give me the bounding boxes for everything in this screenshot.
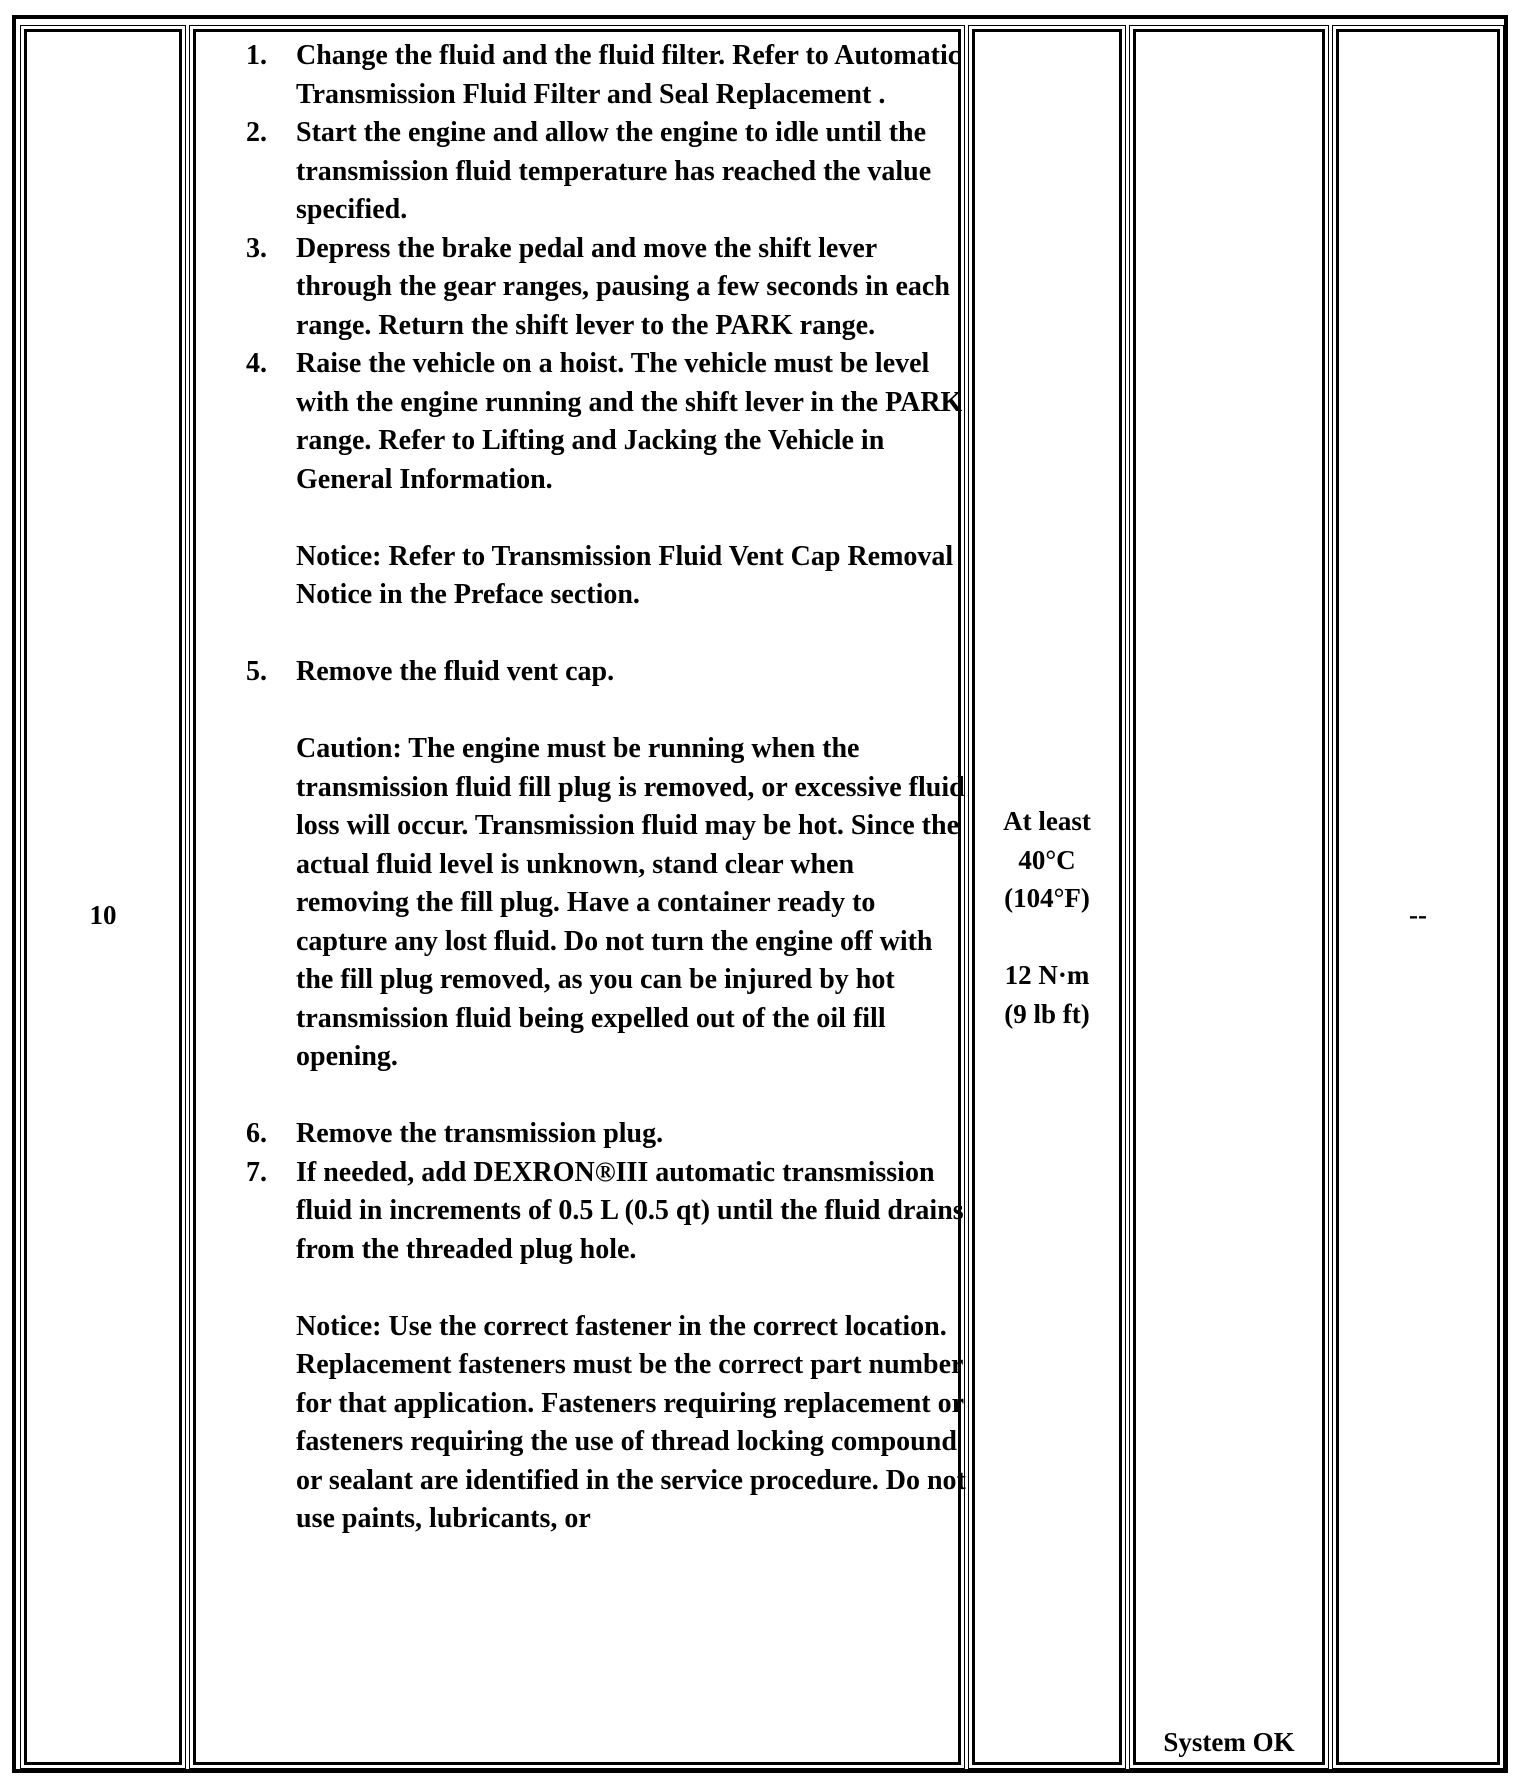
list-item (246, 114, 966, 230)
item-text: Remove the transmission plug. (296, 1118, 664, 1149)
item-number: 2. (246, 117, 267, 148)
item-text: Depress the brake pedal and move the shift lever through the gear ranges, pausing a few seconds in each range. Return the shift lever to the PARK range. (296, 232, 950, 341)
item-text: Start the engine and allow the engine to idle until the transmission fluid temperature has reached the value specified. (296, 117, 932, 225)
item-number: 7. (246, 1156, 267, 1188)
list-item (246, 1115, 966, 1154)
caution-text: Caution: The engine must be running when the transmission fluid fill plug is removed, or excessive fluid loss will occur. Transmission fluid may be hot. Since the actual fluid level is unknown, stand clear when removing the fill plug. Have a container ready to capture any lost fluid. Do not turn the engine off with the fill plug removed, as you can be injured by hot transmission fluid being expelled out of the oil fill opening. (296, 733, 965, 1072)
step-cell (24, 29, 182, 1765)
temp-line2: 40°C (1018, 844, 1076, 875)
item-text: Raise the vehicle on a hoist. The vehicle must be level with the engine running and the shift lever in the PARK range. Refer to Lifting and Jacking the Vehicle in General Information. (296, 348, 963, 495)
yes-result: System OK (1163, 1727, 1295, 1757)
list-item (246, 345, 966, 653)
item-number: 4. (246, 348, 267, 379)
yes-cell (1133, 29, 1325, 1765)
notice-vent-cap: Notice: Refer to Transmission Fluid Vent Cap Removal Notice in the Preface section. (296, 540, 954, 610)
action-cell (193, 29, 966, 1765)
item-number: 5. (246, 656, 267, 687)
list-item (246, 1154, 966, 1539)
specified-values (975, 802, 1119, 1033)
notice-fastener: Notice: Use the correct fastener in the correct location. Replacement fasteners must be the correct part number for that application. Fasteners requiring replacement or fasteners requiring the use of thread locking compound or sealant are identified in the service procedure. Do not use paints, lubricants, or (296, 1310, 966, 1534)
value-cell (972, 29, 1122, 1765)
list-item (246, 230, 966, 346)
item-number: 1. (246, 40, 267, 71)
list-item (246, 37, 966, 114)
no-cell (1336, 29, 1500, 1765)
item-text: Remove the fluid vent cap. (296, 656, 615, 687)
item-text: If needed, add DEXRON®III automatic transmission fluid in increments of 0.5 L (0.5 qt) until the fluid drains from the threaded plug hole. (296, 1156, 964, 1265)
torque-line2: (9 lb ft) (1004, 998, 1090, 1029)
step-number: 10 (89, 900, 117, 930)
item-text: Change the fluid and the fluid filter. Refer to Automatic Transmission Fluid Filter and Seal Replacement . (296, 40, 961, 110)
torque-line1: 12 N·m (1004, 960, 1090, 990)
no-result: -- (1409, 900, 1427, 930)
action-steps (246, 37, 966, 1539)
list-item (246, 653, 966, 1115)
spacer (975, 918, 1119, 957)
temp-line1: At least (1003, 806, 1091, 836)
procedure-table (12, 15, 1508, 1773)
temp-line3: (104°F) (1004, 883, 1090, 913)
item-number: 3. (246, 232, 267, 264)
item-number: 6. (246, 1118, 267, 1149)
